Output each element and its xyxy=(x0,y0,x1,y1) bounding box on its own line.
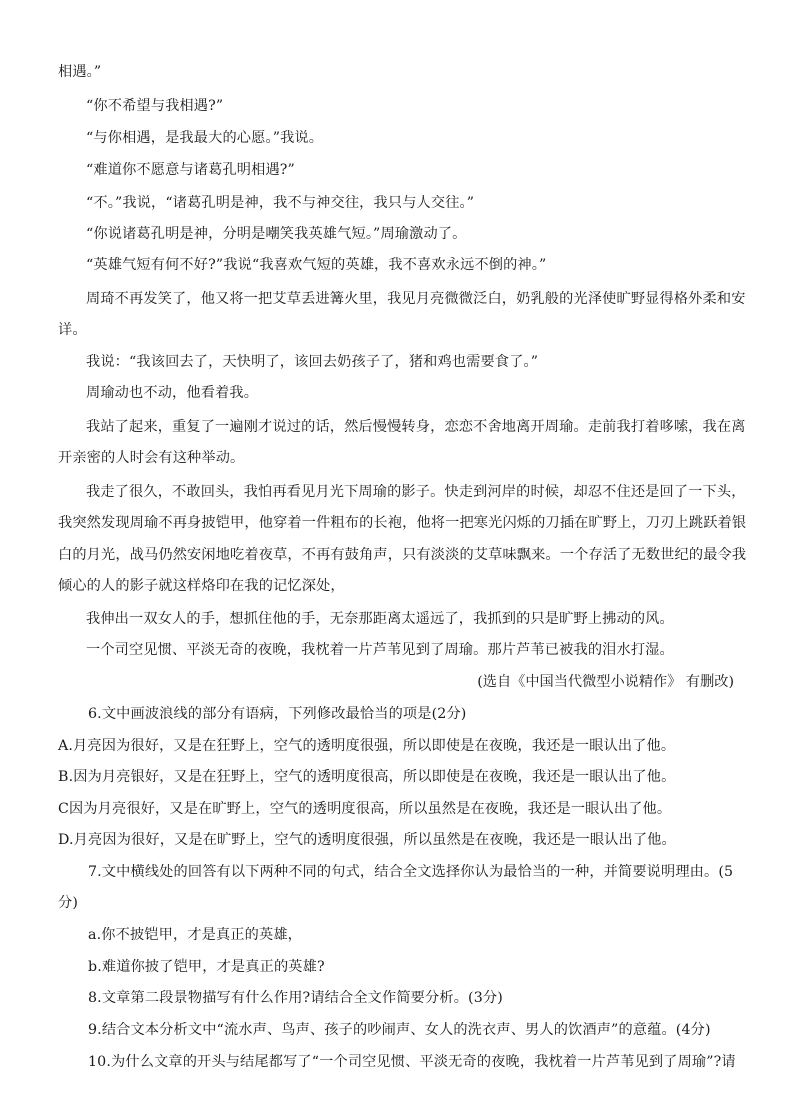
story-line: 我突然发现周瑜不再身披铠甲，他穿着一件粗布的长袍，他将一把寒光闪烁的刀插在旷野上，刀刃上跳跃着银 xyxy=(58,515,747,531)
story-line: 白的月光，战马仍然安闲地吃着夜草，不再有鼓角声，只有淡淡的艾草味飘来。一个存活了无数世纪的最令我 xyxy=(58,547,747,563)
story-line: 倾心的人的影子就这样烙印在我的记忆深处， xyxy=(58,578,345,594)
q6-option-c: C因为月亮很好，又是在旷野上，空气的透明度很高，所以虽然是在夜晚，我还是一眼认出了他。 xyxy=(58,801,672,817)
question-10: 10.为什么文章的开头与结尾都写了“一个司空见惯、平淡无奇的夜晚，我枕着一片芦苇见到了周瑜”?请 xyxy=(88,1054,736,1070)
story-line: “与你相遇，是我最大的心愿。”我说。 xyxy=(86,130,324,146)
q6-option-a: A.月亮因为很好，又是在狂野上，空气的透明度很强，所以即使是在夜晚，我还是一眼认出了他。 xyxy=(58,738,676,754)
q6-option-d: D.月亮因为很好，又是在旷野上，空气的透明度很强，所以虽然是在夜晚，我还是一眼认出了他。 xyxy=(58,832,676,848)
question-6: 6.文中画波浪线的部分有语病，下列修改最恰当的项是(2分) xyxy=(88,706,467,722)
story-line: 周瑜动也不动，他看着我。 xyxy=(86,385,259,401)
story-line: “不。”我说，“诸葛孔明是神，我不与神交往，我只与人交往。” xyxy=(86,195,475,211)
story-line: “你不希望与我相遇?” xyxy=(86,98,224,114)
question-7-continued: 分) xyxy=(58,895,79,911)
story-line: “难道你不愿意与诸葛孔明相遇?” xyxy=(86,162,295,178)
story-line: “你说诸葛孔明是神，分明是嘲笑我英雄气短。”周瑜激动了。 xyxy=(86,226,467,242)
story-line: 我站了起来，重复了一遍刚才说过的话，然后慢慢转身，恋恋不舍地离开周瑜。走前我打着哆嗦，我在离 xyxy=(86,419,746,435)
story-line: 我伸出一双女人的手，想抓住他的手，无奈那距离太遥远了，我抓到的只是旷野上拂动的风。 xyxy=(86,611,674,627)
story-line: 我走了很久，不敢回头，我怕再看见月光下周瑜的影子。快走到河岸的时候，却忍不住还是回了一下头， xyxy=(86,484,746,500)
story-line: 一个司空见惯、平淡无奇的夜晚，我枕着一片芦苇见到了周瑜。那片芦苇已被我的泪水打湿。 xyxy=(86,642,674,658)
question-8: 8.文章第二段景物描写有什么作用?请结合全文作简要分析。(3分) xyxy=(88,990,503,1006)
story-source: (选自《中国当代微型小说精作》 有删改) xyxy=(477,674,734,690)
q7-choice-a: a.你不披铠甲，才是真正的英雄， xyxy=(88,927,302,943)
q6-option-b: B.因为月亮银好，又是在狂野上，空气的透明度很高，所以即使是在夜晚，我还是一眼认出了他。 xyxy=(58,769,676,785)
question-7: 7.文中横线处的回答有以下两种不同的句式，结合全文选择你认为最恰当的一种，并简要说明理由。(5 xyxy=(88,864,734,880)
story-line: 开亲密的人时会有这种举动。 xyxy=(58,450,245,466)
q7-choice-b: b.难道你披了铠甲，才是真正的英雄? xyxy=(88,959,325,975)
story-line: 我说：“我该回去了，天快明了，该回去奶孩子了，猪和鸡也需要食了。” xyxy=(86,354,539,370)
story-line: 详。 xyxy=(58,322,87,338)
story-line: 相遇。” xyxy=(58,64,102,80)
question-9: 9.结合文本分析文中“流水声、鸟声、孩子的吵闹声、女人的洗衣声、男人的饮酒声”的意蕴。(4分) xyxy=(88,1022,711,1038)
story-line: “英雄气短有何不好?”我说“我喜欢气短的英雄，我不喜欢永远不倒的神。” xyxy=(86,257,547,273)
story-line: 周琦不再发笑了，他又将一把艾草丢进篝火里，我见月亮微微泛白，奶乳般的光泽使旷野显得格外柔和安 xyxy=(86,291,746,307)
